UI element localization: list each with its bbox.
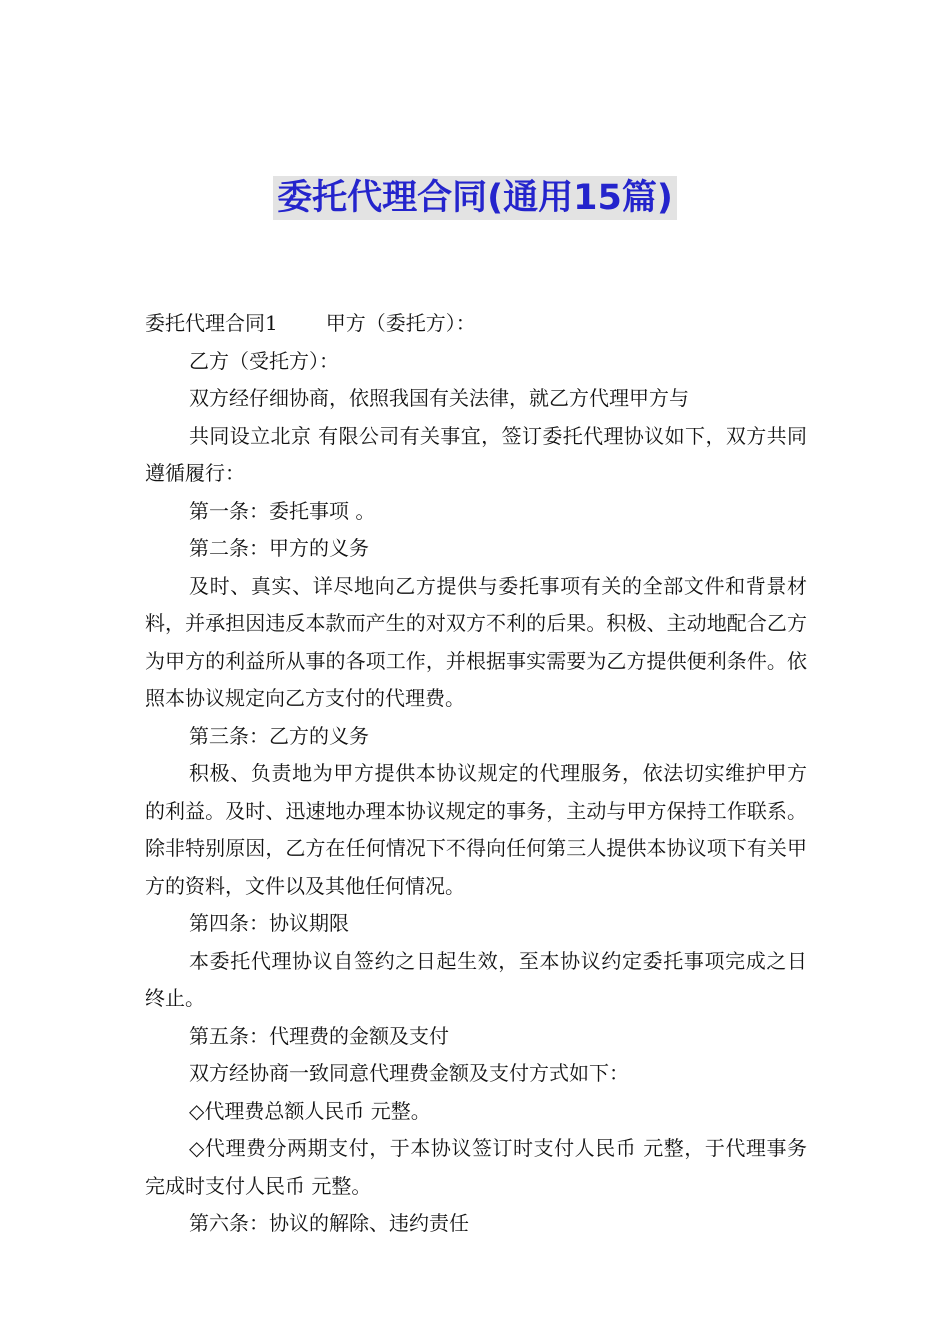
article-2-heading: 第二条：甲方的义务	[189, 536, 369, 560]
article-4-body: 本委托代理协议自签约之日起生效，至本协议约定委托事项完成之日终止。	[145, 948, 807, 1010]
article-5-heading: 第五条：代理费的金额及支付	[189, 1023, 449, 1048]
title-container	[0, 176, 950, 220]
article-3-heading: 第三条：乙方的义务	[189, 723, 369, 748]
article-3-body: 积极、负责地为甲方提供本协议规定的代理服务，依法切实维护甲方的利益。及时、迅速地办理本协议规定的事务，主动与甲方保持工作联系。除非特别原因，乙方在任何情况下不得向任何第三人提供本协议项下有关甲方的资料，文件以及其他任何情况。	[145, 761, 807, 898]
paragraph-intro-cont: 共同设立北京 有限公司有关事宜，签订委托代理协议如下，双方共同遵循履行：	[145, 423, 807, 485]
fee-installment-item: ◇代理费分两期支付，于本协议签订时支付人民币 元整，于代理事务完成时支付人民币 元整。	[145, 1136, 807, 1198]
article-2-body: 及时、真实、详尽地向乙方提供与委托事项有关的全部文件和背景材料，并承担因违反本款而产生的对双方不利的后果。积极、主动地配合乙方为甲方的利益所从事的各项工作，并根据事实需要为乙方提供便利条件。依照本协议规定向乙方支付的代理费。	[145, 573, 807, 710]
contract-label: 委托代理合同1	[145, 311, 278, 335]
document-body	[145, 305, 807, 1243]
article-6-heading: 第六条：协议的解除、违约责任	[189, 1211, 469, 1235]
article-4-heading: 第四条：协议期限	[189, 911, 349, 935]
first-line	[145, 305, 807, 343]
paragraph-party-b: 乙方（受托方）：	[189, 348, 339, 373]
party-a-label: 甲方（委托方）：	[325, 311, 476, 335]
paragraph-intro: 双方经仔细协商，依照我国有关法律，就乙方代理甲方与	[189, 386, 689, 410]
fee-total-item: ◇代理费总额人民币 元整。	[189, 1098, 431, 1123]
article-1-heading: 第一条：委托事项 。	[189, 498, 376, 523]
document-title: 委托代理合同(通用15篇)	[273, 176, 677, 220]
article-5-body: 双方经协商一致同意代理费金额及支付方式如下：	[189, 1061, 629, 1085]
